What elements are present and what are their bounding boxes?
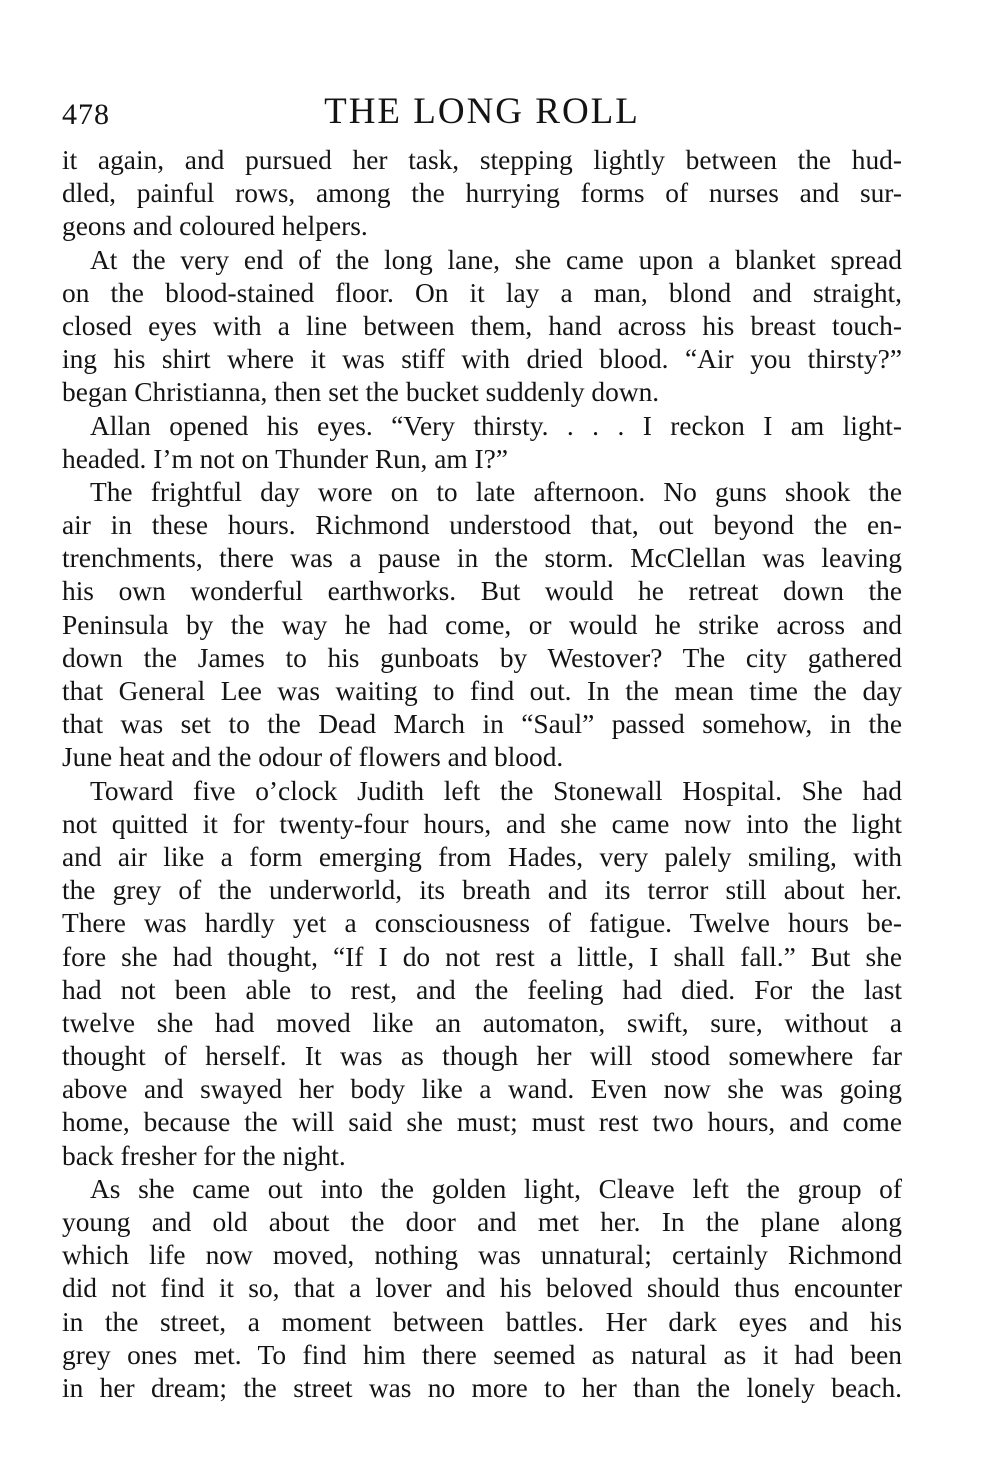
text-line: it again, and pursued her task, stepping lightly between the hud-	[62, 145, 902, 175]
book-page	[62, 88, 902, 1405]
text-line: headed. I’m not on Thunder Run, am I?”	[62, 443, 508, 474]
text-line: The frightful day wore on to late afternoon. No guns shook the	[90, 476, 902, 507]
text-line: Peninsula by the way he had come, or would he strike across and	[62, 609, 902, 640]
text-line: As she came out into the golden light, Cleave left the group of	[90, 1173, 902, 1204]
text-line: on the blood-stained floor. On it lay a man, blond and straight,	[62, 277, 902, 308]
text-line: in her dream; the street was no more to her than the lonely beach.	[62, 1372, 902, 1403]
text-line: that was set to the Dead March in “Saul” passed somehow, in the	[62, 709, 902, 740]
text-line: not quitted it for twenty-four hours, and she came now into the light	[62, 808, 902, 839]
text-line: young and old about the door and met her. In the plane along	[62, 1207, 902, 1237]
text-line: dled, painful rows, among the hurrying forms of nurses and sur-	[62, 178, 902, 209]
text-line: geons and coloured helpers.	[62, 211, 368, 242]
text-line: in the street, a moment between battles. Her dark eyes and his	[62, 1306, 902, 1337]
page-number: 478	[62, 98, 110, 131]
text-line: ing his shirt where it was stiff with dried blood. “Air you thirsty?”	[62, 344, 902, 375]
text-line: air in these hours. Richmond understood that, out beyond the en-	[62, 510, 902, 541]
text-line: June heat and the odour of flowers and blood.	[62, 742, 564, 773]
text-line: which life now moved, nothing was unnatural; certainly Richmond	[62, 1240, 902, 1271]
text-line: above and swayed her body like a wand. Even now she was going	[62, 1074, 902, 1105]
body-text	[62, 144, 902, 1405]
text-line: back fresher for the night.	[62, 1140, 346, 1171]
running-head	[62, 88, 902, 144]
text-line: began Christianna, then set the bucket suddenly down.	[62, 377, 660, 408]
text-line: did not find it so, that a lover and his beloved should thus encounter	[62, 1273, 902, 1304]
text-line: Toward five o’clock Judith left the Stonewall Hospital. She had	[90, 775, 902, 806]
text-line: closed eyes with a line between them, hand across his breast touch-	[62, 310, 902, 341]
text-line: At the very end of the long lane, she came upon a blanket spread	[90, 244, 902, 275]
text-line: trenchments, there was a pause in the storm. McClellan was leaving	[62, 543, 902, 574]
text-line: his own wonderful earthworks. But would he retreat down the	[62, 576, 902, 607]
text-line: home, because the will said she must; must rest two hours, and come	[62, 1107, 902, 1138]
text-line: thought of herself. It was as though her will stood somewhere far	[62, 1041, 902, 1072]
text-line: Allan opened his eyes. “Very thirsty. . . . I reckon I am light-	[90, 410, 902, 441]
text-line: fore she had thought, “If I do not rest a little, I shall fall.” But she	[62, 941, 902, 972]
text-line: There was hardly yet a consciousness of fatigue. Twelve hours be-	[62, 908, 902, 939]
text-line: and air like a form emerging from Hades, very palely smiling, with	[62, 841, 902, 872]
text-line: the grey of the underworld, its breath and its terror still about her.	[62, 875, 902, 906]
running-title: THE LONG ROLL	[324, 91, 640, 132]
text-line: down the James to his gunboats by Westover? The city gathered	[62, 642, 902, 673]
text-line: twelve she had moved like an automaton, swift, sure, without a	[62, 1007, 902, 1038]
text-line: grey ones met. To find him there seemed as natural as it had been	[62, 1339, 902, 1370]
text-line: that General Lee was waiting to find out. In the mean time the day	[62, 676, 902, 706]
text-line: had not been able to rest, and the feeling had died. For the last	[62, 974, 902, 1005]
